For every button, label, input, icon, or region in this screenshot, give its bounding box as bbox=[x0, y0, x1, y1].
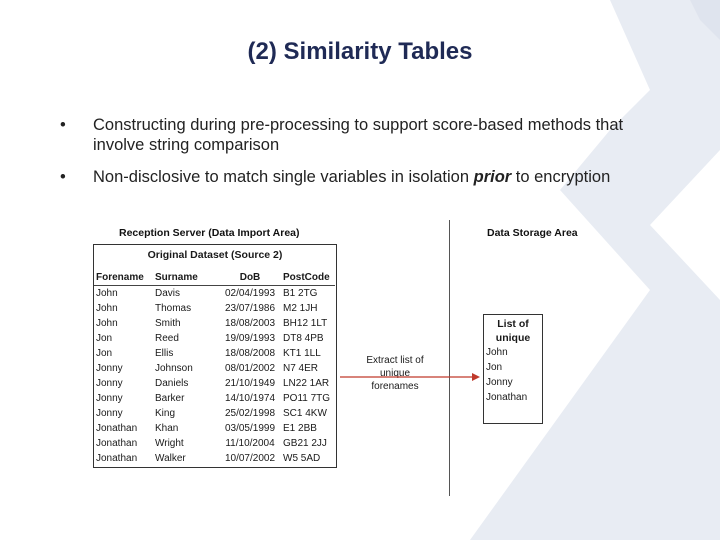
table-cell: 21/10/1949 bbox=[224, 378, 276, 389]
table-row bbox=[94, 316, 335, 331]
table-cell: N7 4ER bbox=[283, 363, 319, 374]
table-cell: Reed bbox=[155, 333, 179, 344]
table-cell: 18/08/2008 bbox=[224, 348, 276, 359]
table-row bbox=[94, 391, 335, 406]
table-row bbox=[94, 376, 335, 391]
table-header-row bbox=[94, 270, 335, 286]
right-panel-title: Data Storage Area bbox=[487, 227, 578, 239]
bullet-item bbox=[60, 115, 660, 155]
table-cell: DT8 4PB bbox=[283, 333, 324, 344]
bullet-text: Constructing during pre-processing to support score-based methods that involve string comparison bbox=[93, 116, 624, 154]
unique-list-title: List of unique bbox=[495, 318, 531, 344]
column-header: Forename bbox=[94, 270, 153, 286]
arrow-right-icon bbox=[340, 372, 480, 382]
bullet-text: Non-disclosive to match single variables in isolation bbox=[93, 168, 474, 186]
table-cell: Walker bbox=[155, 453, 186, 464]
table-cell: M2 1JH bbox=[283, 303, 318, 314]
table-cell: GB21 2JJ bbox=[283, 438, 327, 449]
table-cell: 18/08/2003 bbox=[224, 318, 276, 329]
table-cell: Jonathan bbox=[96, 423, 138, 434]
table-row bbox=[94, 436, 335, 451]
table-body bbox=[94, 286, 335, 467]
list-item: Jon bbox=[486, 362, 503, 373]
table-cell: SC1 4KW bbox=[283, 408, 327, 419]
table-cell: Jonathan bbox=[96, 453, 138, 464]
table-cell: LN22 1AR bbox=[283, 378, 330, 389]
table-cell: Thomas bbox=[155, 303, 192, 314]
table-cell: 25/02/1998 bbox=[224, 408, 276, 419]
table-cell: Jon bbox=[96, 348, 113, 359]
bullet-emphasis: prior bbox=[473, 168, 512, 186]
table-cell: 19/09/1993 bbox=[224, 333, 276, 344]
column-header: DoB bbox=[219, 270, 281, 286]
table-row bbox=[94, 361, 335, 376]
unique-forename-list bbox=[484, 345, 542, 405]
table-row bbox=[94, 331, 335, 346]
table-cell: Barker bbox=[155, 393, 185, 404]
table-cell: PO11 7TG bbox=[283, 393, 331, 404]
table-row bbox=[94, 346, 335, 361]
table-cell: Jonny bbox=[96, 363, 123, 374]
bullet-list bbox=[60, 115, 660, 199]
area-divider-line bbox=[449, 220, 450, 496]
table-cell: 03/05/1999 bbox=[224, 423, 276, 434]
list-item: Jonny bbox=[486, 377, 513, 388]
table-cell: 23/07/1986 bbox=[224, 303, 276, 314]
table-cell: Davis bbox=[155, 288, 181, 299]
dataset-caption: Original Dataset (Source 2) bbox=[147, 249, 283, 261]
column-header: PostCode bbox=[281, 270, 335, 286]
bullet-dot-icon: • bbox=[60, 168, 66, 186]
slide-title: (2) Similarity Tables bbox=[247, 38, 473, 65]
table-cell: Khan bbox=[155, 423, 179, 434]
table-cell: Jonathan bbox=[96, 438, 138, 449]
table-row bbox=[94, 406, 335, 421]
table-cell: Jonny bbox=[96, 378, 123, 389]
table-cell: 14/10/1974 bbox=[224, 393, 276, 404]
table-cell: John bbox=[96, 288, 118, 299]
original-dataset-table-box bbox=[93, 244, 337, 468]
table-cell: King bbox=[155, 408, 176, 419]
table-cell: B1 2TG bbox=[283, 288, 318, 299]
original-dataset-table bbox=[94, 270, 335, 466]
table-cell: BH12 1LT bbox=[283, 318, 328, 329]
table-cell: Ellis bbox=[155, 348, 174, 359]
list-item: Jonathan bbox=[486, 392, 528, 403]
table-cell: Jon bbox=[96, 333, 113, 344]
table-cell: 02/04/1993 bbox=[224, 288, 276, 299]
list-item: John bbox=[486, 347, 508, 358]
table-cell: Jonny bbox=[96, 408, 123, 419]
table-cell: 10/07/2002 bbox=[224, 453, 276, 464]
table-cell: Daniels bbox=[155, 378, 189, 389]
table-cell: KT1 1LL bbox=[283, 348, 321, 359]
table-cell: John bbox=[96, 303, 118, 314]
table-row bbox=[94, 286, 335, 302]
table-cell: Wright bbox=[155, 438, 184, 449]
table-cell: 08/01/2002 bbox=[224, 363, 276, 374]
table-cell: Smith bbox=[155, 318, 181, 329]
left-panel-title: Reception Server (Data Import Area) bbox=[119, 227, 300, 239]
table-cell: John bbox=[96, 318, 118, 329]
extract-label: Extract list of unique forenames bbox=[366, 355, 424, 392]
table-row bbox=[94, 451, 335, 466]
table-row bbox=[94, 421, 335, 436]
table-row bbox=[94, 301, 335, 316]
table-cell: W5 5AD bbox=[283, 453, 321, 464]
table-cell: E1 2BB bbox=[283, 423, 317, 434]
bullet-dot-icon: • bbox=[60, 116, 66, 134]
table-cell: 11/10/2004 bbox=[225, 438, 275, 449]
table-cell: Johnson bbox=[155, 363, 193, 374]
unique-forenames-box bbox=[483, 314, 543, 424]
table-cell: Jonny bbox=[96, 393, 123, 404]
column-header: Surname bbox=[153, 270, 219, 286]
bullet-item bbox=[60, 167, 660, 187]
bullet-text-after: to encryption bbox=[511, 168, 611, 186]
